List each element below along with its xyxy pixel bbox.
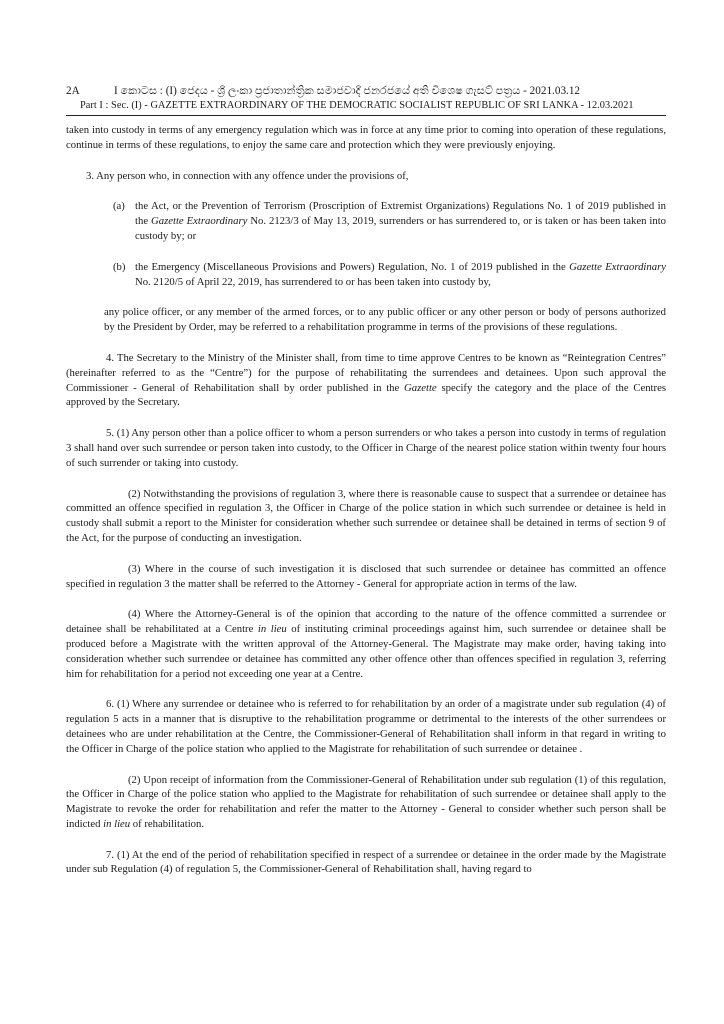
header-divider <box>66 115 666 116</box>
regulation-4-part1: 4. The Secretary to the Ministry of the Minister shall, from time to time approve Centres to be known as “Reintegration Centres” (hereinafter referred to as the “Centre”) for the purpose of rehabilitating the surrendees and detainees. Upon such approval the Commissioner - General of Rehabilitation shall by order published in the <box>66 351 666 394</box>
item-b-text-part2: No. 2120/5 of April 22, 2019, has surrendered to or has been taken into custody by, <box>135 275 491 288</box>
page-number: 2A <box>66 85 80 97</box>
item-a-text <box>135 199 666 243</box>
gazette-page <box>66 84 666 877</box>
regulation-6-1: 6. (1) Where any surrendee or detainee who is referred to for rehabilitation by an order of a magistrate under sub regulation (4) of regulation 5 acts in a manner that is disruptive to the rehabilitation programme or detrimental to the interests of the other surrendees or detainees who are under rehabilitation at the Centre, the Commissioner-General of Rehabilitation shall inform in that regard in writing to the Officer in Charge of the police station who applied to the Magistrate for rehabilitation of such surrendee or detainee . <box>66 698 666 755</box>
regulation-5-3: (3) Where in the course of such investigation it is disclosed that such surrendee or detainee has committed an offence specified in regulation 3 the matter shall be referred to the Attorney - General for appropriate action in terms of the law. <box>66 562 666 590</box>
item-a-label: (a) <box>113 200 125 213</box>
regulation-6-2-part1: (2) Upon receipt of information from the Commissioner-General of Rehabilitation under sub regulation (1) of this regulation, the Officer in Charge of the police station who applied to the Magistrate for rehabilitation of such surrendee or detainee shall apply to the Magistrate to revoke the order for rehabilitation and refer the matter to the Attorney - General to consider whether such person shall be indicted <box>66 773 666 830</box>
regulation-5-4 <box>66 607 666 681</box>
regulation-4-part2: specify the category and the place of the Centres approved by the Secretary. <box>66 381 666 409</box>
continuation-paragraph: taken into custody in terms of any emergency regulation which was in force at any time prior to coming into operation of these regulations, continue in terms of these regulations, to enjoy the same care and protection which they were previously enjoying. <box>66 124 666 151</box>
regulation-6-2 <box>66 773 666 832</box>
english-header-title: Part I : Sec. (I) - GAZETTE EXTRAORDINARY OF THE DEMOCRATIC SOCIALIST REPUBLIC OF SRI LANKA - 12.03.2021 <box>80 100 634 111</box>
item-b-text <box>135 260 666 290</box>
regulation-5-4-part1: (4) Where the Attorney-General is of the opinion that according to the nature of the offence committed a surrendee or detainee shall be rehabilitated at a Centre <box>66 608 666 636</box>
regulation-6-2-part2: of rehabilitation. <box>130 817 205 830</box>
regulation-5-4-in-lieu-italic: in lieu <box>257 623 287 636</box>
regulation-7-1: 7. (1) At the end of the period of rehabilitation specified in respect of a surrendee or detainee in the order made by the Magistrate under sub Regulation (4) of regulation 5, the Commissioner-General of Rehabilitation shall, having regard to <box>66 848 666 876</box>
sinhala-header-title: I කොටස : (I) ජෙදය - ශ්‍රී ලංකා ප්‍රජාතාන්ත්‍රික සමාජවාදී ජනරජයේ අති විශෙෂ ගැසට් පත්‍රය - 2021.03.12 <box>114 85 581 97</box>
regulation-5-2: (2) Notwithstanding the provisions of regulation 3, where there is reasonable cause to suspect that a surrendee or detainee has committed an offence specified in regulation 3, the Officer in Charge of the police station in which such surrendee or detainee is held in custody shall submit a report to the Minister for consideration whether such surrendee or detainee shall be detained in terms of section 9 of the Act, for the purpose of conducting an investigation. <box>66 487 666 544</box>
item-a-text-part1: the Act, or the Prevention of Terrorism (Proscription of Extremist Organizations) Regulations No. 1 of 2019 published in the <box>135 200 666 228</box>
regulation-3-closing: any police officer, or any member of the armed forces, or to any public officer or any other person or body of persons authorized by the President by Order, may be referred to a rehabilitation programme in terms of the provisions of these regulations. <box>104 306 666 334</box>
regulation-6-2-in-lieu-italic: in lieu <box>103 817 131 830</box>
item-b-text-part1: the Emergency (Miscellaneous Provisions and Powers) Regulation, No. 1 of 2019 published in the <box>135 260 570 273</box>
regulation-3-item-a <box>113 199 666 243</box>
regulation-4-gazette-italic: Gazette <box>404 381 437 394</box>
regulation-5-4-part2: of instituting criminal proceedings against him, such surrendee or detainee shall be produced before a Magistrate with the written approval of the Attorney-General. The Magistrate may make order, having taking into consideration whether such surrendee or detainee has committed any other offence other than offences specified in regulation 3, referring him for rehabilitation for a period not exceeding one year at a Centre. <box>66 623 667 680</box>
regulation-3-intro: 3. Any person who, in connection with any offence under the provisions of, <box>86 169 409 182</box>
item-b-gazette-italic: Gazette Extraordinary <box>569 260 666 273</box>
regulation-5-1: 5. (1) Any person other than a police officer to whom a person surrenders or who takes a person into custody in terms of regulation 3 shall hand over such surrendee or person taken into custody, to the Officer in Charge of the nearest police station within twenty four hours of such surrender or taking into custody. <box>66 427 666 469</box>
item-a-gazette-italic: Gazette Extraordinary <box>151 215 248 228</box>
regulation-3-item-b <box>113 260 666 290</box>
item-b-label: (b) <box>113 260 126 273</box>
item-a-text-part2: No. 2123/3 of May 13, 2019, surrenders or has surrendered to, or is taken or has been taken into custody by; or <box>135 215 667 242</box>
page-header <box>66 84 666 99</box>
regulation-4 <box>66 351 666 410</box>
